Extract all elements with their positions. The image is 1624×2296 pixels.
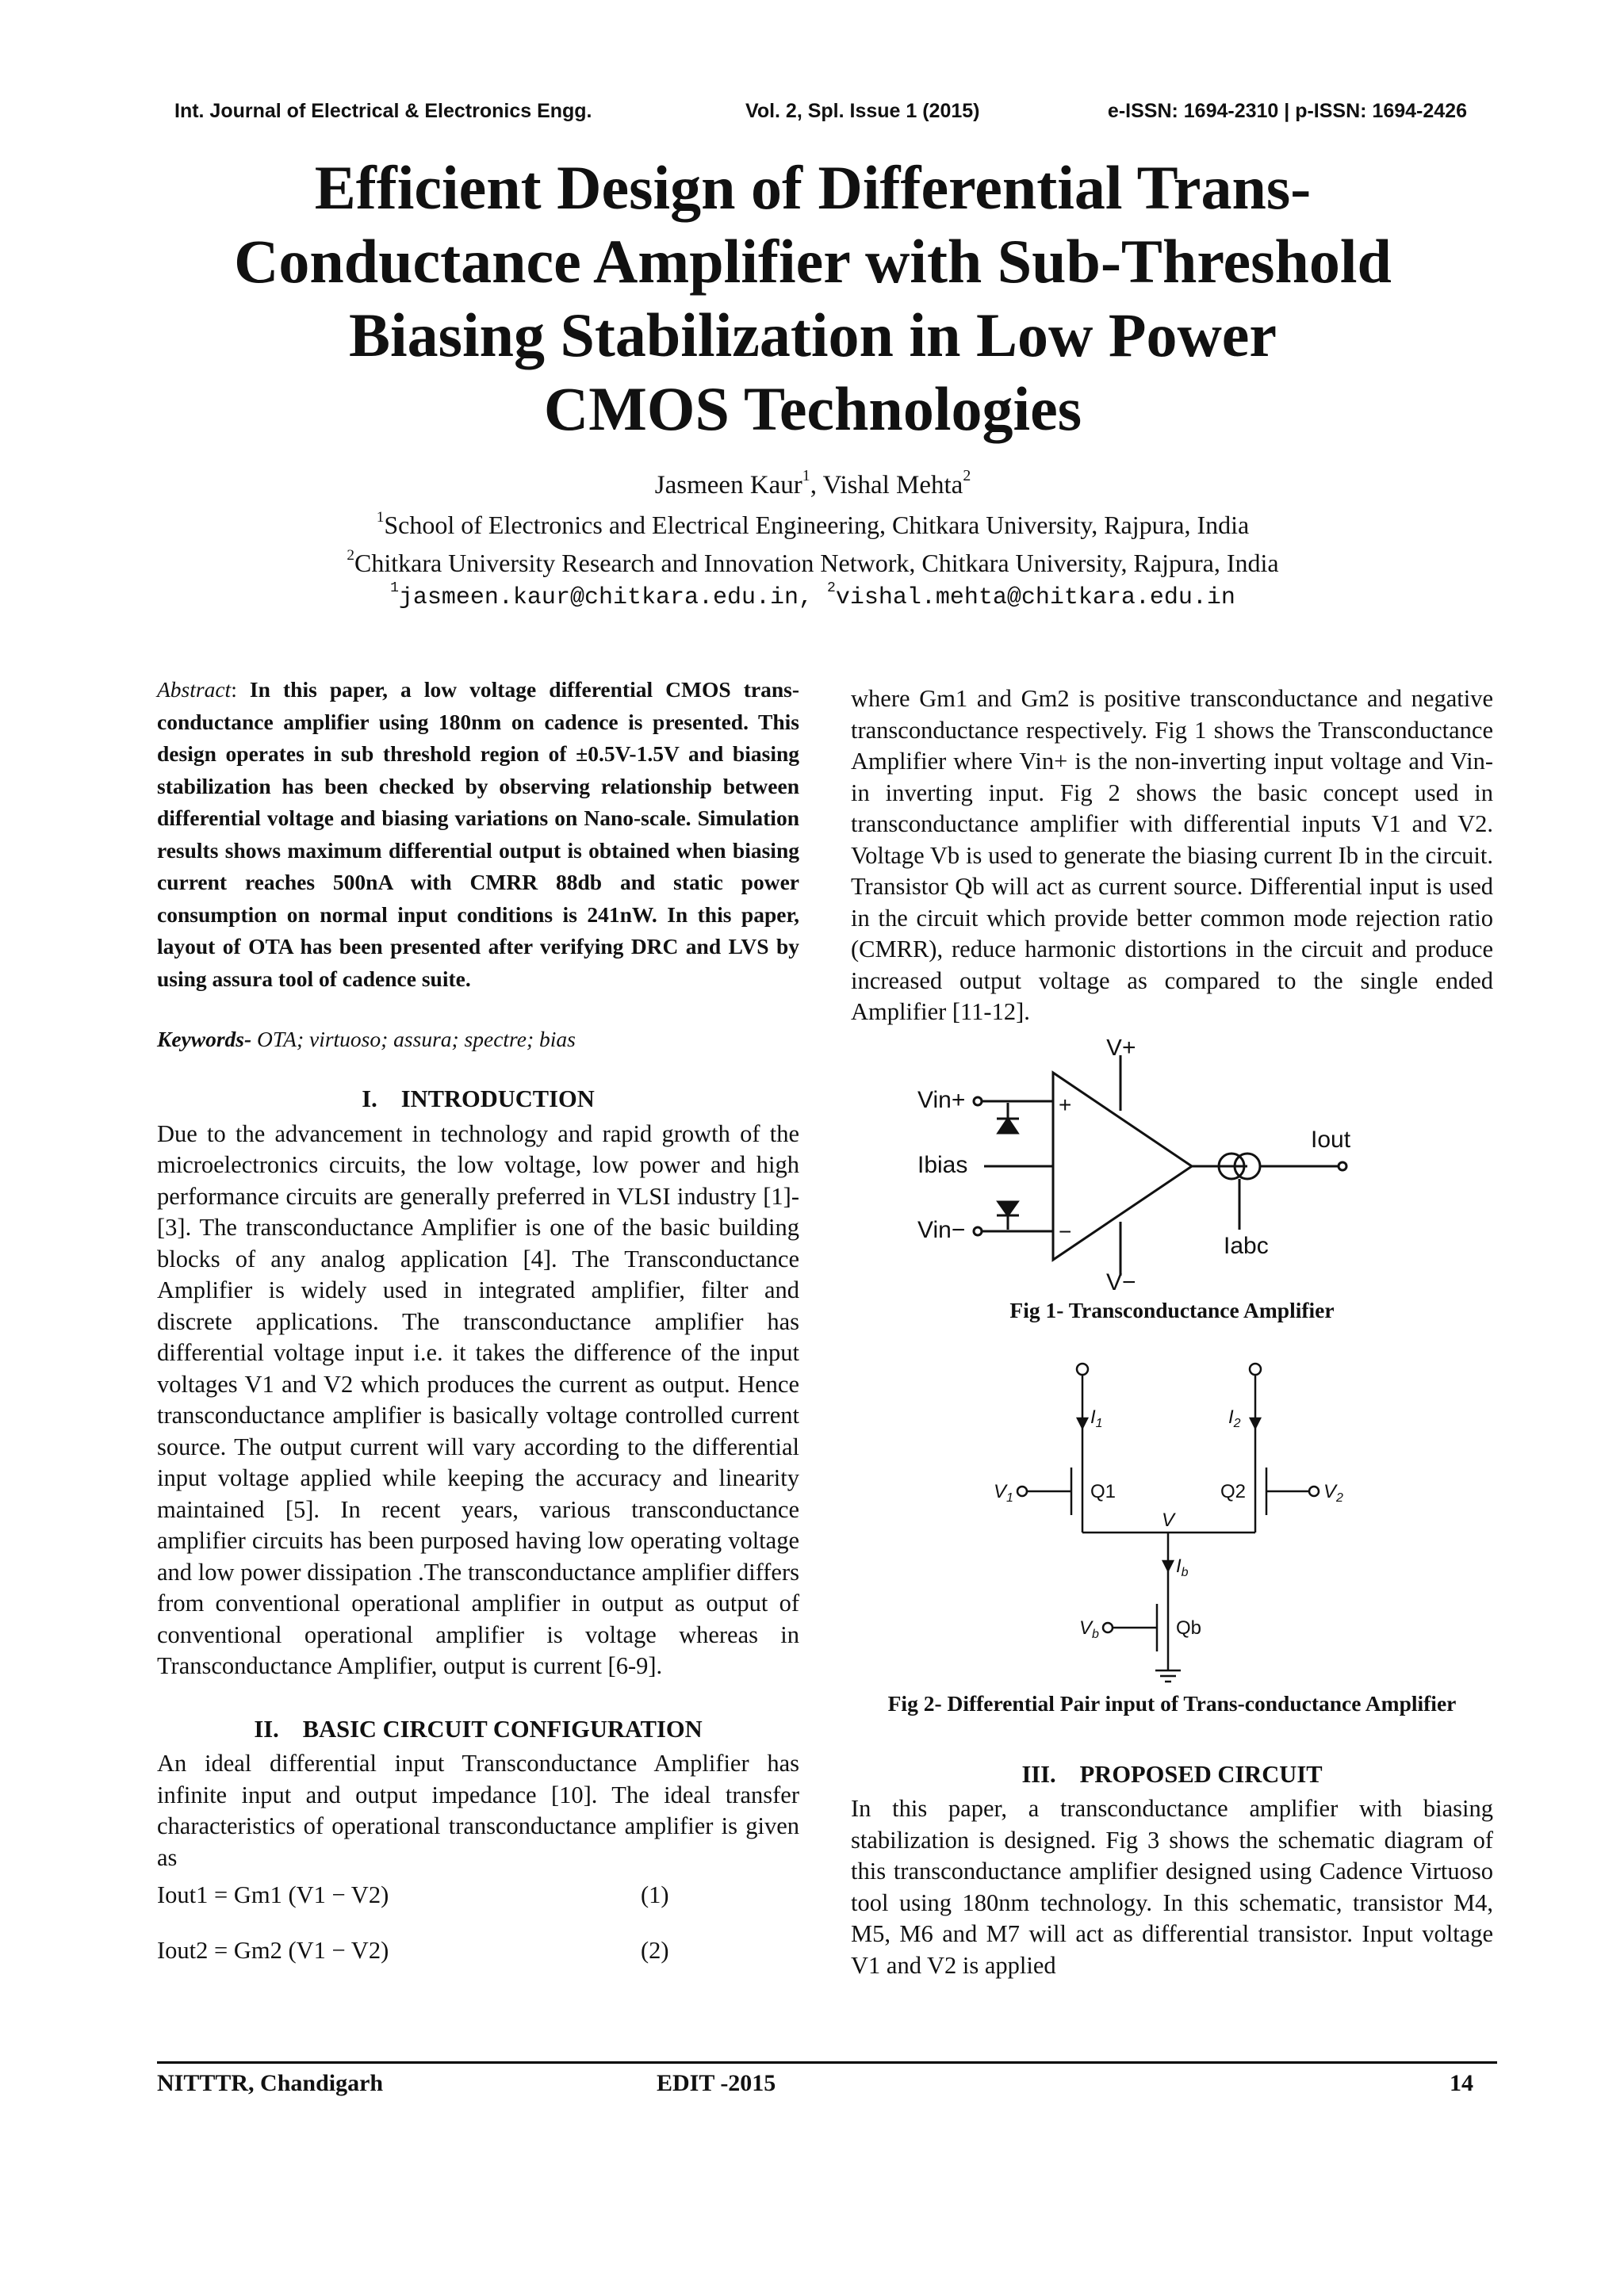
title-line: Conductance Amplifier with Sub-Threshold: [234, 227, 1392, 296]
vin-plus-terminal: [974, 1097, 982, 1105]
right-column: [851, 683, 1493, 1981]
author-emails: [119, 580, 1507, 615]
fig1-label-vminus: V−: [1106, 1269, 1136, 1293]
section-number: I.: [362, 1085, 377, 1112]
diode-upper: [998, 1119, 1017, 1133]
amplifier-triangle: [1053, 1073, 1192, 1260]
email-link[interactable]: jasmeen.kaur@chitkara.edu.in,: [398, 584, 827, 611]
figure-1: [851, 1039, 1493, 1293]
fig1-label-iabc: Iabc: [1224, 1232, 1269, 1259]
running-head: [174, 100, 1467, 128]
fig1-label-vin-plus: Vin+: [917, 1086, 966, 1113]
author-separator: ,: [810, 471, 823, 499]
section-heading: [157, 1714, 799, 1746]
page-footer: [157, 2061, 1497, 2103]
fig1-label-ibias: Ibias: [917, 1151, 968, 1178]
supply-terminal: [1077, 1364, 1088, 1375]
keywords: [157, 1024, 799, 1055]
author-affil-mark: 2: [963, 467, 971, 485]
transconductance-amplifier-diagram: [851, 1039, 1493, 1293]
iout-terminal: [1339, 1162, 1346, 1170]
diode-lower: [998, 1202, 1017, 1215]
title-line: Biasing Stabilization in Low Power: [348, 300, 1277, 369]
email-link[interactable]: vishal.mehta@chitkara.edu.in: [835, 584, 1235, 611]
fig2-label-ib: $I_b$: [1176, 1555, 1189, 1579]
affil-text: Chitkara University Research and Innovation Network, Chitkara University, Rajpura, India: [354, 549, 1279, 577]
figure-1-caption: Fig 1- Transconductance Amplifier: [1009, 1297, 1335, 1322]
journal-name: Int. Journal of Electrical & Electronics Engg.: [174, 100, 592, 122]
section-title: BASIC CIRCUIT CONFIGURATION: [302, 1715, 703, 1743]
affil-mark: 1: [376, 508, 385, 526]
continuation-paragraph: where Gm1 and Gm2 is positive transconductance and negative transconductance respectively. Fig 1 shows the Transconductance Amplifier where Vin+ is the non-inverting input voltage and Vin- in inverting input. Fig 2 shows the basic concept used in transconductance amplifier with differential inputs V1 and V2. Voltage Vb is used to generate the biasing current Ib in the circuit. Transistor Qb will act as current source. Differential input is used in the circuit which provide better common mode rejection ratio (CMRR), reduce harmonic distortions in the circuit and produce increased output voltage as compared to the single ended Amplifier [11-12].: [851, 685, 1493, 1025]
section-title: PROPOSED CIRCUIT: [1079, 1760, 1323, 1788]
author-list: [119, 468, 1507, 503]
fig1-plus-sign: +: [1059, 1092, 1072, 1117]
abstract-text: In this paper, a low voltage differential CMOS trans-conductance amplifier using 180nm on cadence is presented. This design operates in sub threshold region of ±0.5V-1.5V and biasing stabilization has been checked by observing relationship between differential voltage and biasing variations on Nano-scale. Simulation results shows maximum differential output is obtained when biasing current reaches 500nA with CMRR 88db and static power consumption on normal input conditions is 241nW. In this paper, layout of OTA has been presented after verifying DRC and LVS by using assura tool of cadence suite.: [157, 677, 800, 991]
left-column: [157, 674, 799, 1967]
affiliation: [119, 545, 1507, 580]
affiliation: [119, 507, 1507, 542]
email-mark: 2: [827, 580, 836, 597]
abstract-colon: :: [231, 677, 250, 702]
introduction-paragraph: Due to the advancement in technology and rapid growth of the microelectronics circuits, the low voltage, low power and high performance circuits are generally preferred in VLSI industry [1]-[3]. The transconductance Amplifier is one of the basic building blocks of any analog application [4]. The Transconductance Amplifier is widely used in integrated amplifier, filter and discrete applications. The transconductance amplifier has differential voltage input i.e. it takes the difference of the input voltages V1 and V2 which produces the current as output. Hence transconductance amplifier is basically voltage controlled current source. The output current will vary according to the differential input voltage applied while keeping the accuracy and linearity maintained [5]. In recent years, various transconductance amplifier circuits has been purposed having low operating voltage and low power dissipation .The transconductance amplifier differs from conventional operational amplifier in output as output of conventional operational amplifier is voltage whereas in Transconductance Amplifier, output is current [6-9].: [157, 1119, 799, 1679]
fig2-label-i1: $I_1$: [1090, 1406, 1103, 1430]
keywords-text: OTA; virtuoso; assura; spectre; bias: [251, 1027, 576, 1051]
fig2-label-v1: $V_1$: [994, 1480, 1013, 1505]
title-line: CMOS Technologies: [543, 374, 1082, 443]
footer-edition: EDIT -2015: [657, 2070, 776, 2096]
title-line: Efficient Design of Differential Trans-: [314, 153, 1312, 222]
journal-issn: e-ISSN: 1694-2310 | p-ISSN: 1694-2426: [1107, 100, 1467, 122]
equation-number: (2): [641, 1937, 669, 1964]
fig1-minus-sign: −: [1059, 1219, 1072, 1244]
differential-pair-diagram: [851, 1357, 1493, 1689]
footer-organization: NITTTR, Chandigarh: [157, 2070, 384, 2096]
fig2-label-v: V: [1162, 1509, 1175, 1531]
equation: [157, 1880, 799, 1911]
figure-2-caption: Fig 2- Differential Pair input of Trans-conductance Amplifier: [887, 1690, 1457, 1716]
affil-mark: 2: [347, 546, 354, 564]
fig1-label-vin-minus: Vin−: [917, 1216, 966, 1243]
equation-text: Iout2 = Gm2 (V1 − V2): [157, 1937, 389, 1964]
i1-arrow: [1078, 1418, 1087, 1428]
i2-arrow: [1251, 1418, 1260, 1428]
v1-terminal: [1017, 1487, 1027, 1496]
equation-text: Iout1 = Gm1 (V1 − V2): [157, 1881, 389, 1908]
section-heading: [851, 1759, 1493, 1791]
section-title: INTRODUCTION: [400, 1085, 595, 1112]
fig1-label-vplus: V+: [1106, 1039, 1136, 1061]
page-number: 14: [1450, 2070, 1473, 2096]
fig2-label-i2: $I_2$: [1228, 1406, 1241, 1430]
basic-config-paragraph: An ideal differential input Transconductance Amplifier has infinite input and output impedance [10]. The ideal transfer characteristics of operational transconductance amplifier is given as: [157, 1750, 799, 1871]
fig2-label-q1: Q1: [1090, 1480, 1116, 1502]
equation-number: (1): [641, 1881, 669, 1908]
abstract-label: Abstract: [157, 677, 232, 702]
abstract: [157, 674, 799, 995]
email-mark: 1: [390, 580, 399, 597]
fig1-label-iout: Iout: [1311, 1126, 1351, 1153]
vb-terminal: [1103, 1623, 1113, 1632]
keywords-label: Keywords-: [157, 1027, 252, 1051]
supply-terminal: [1250, 1364, 1261, 1375]
fig2-label-q2: Q2: [1220, 1480, 1247, 1502]
section-number: II.: [254, 1715, 279, 1743]
author-affil-mark: 1: [802, 467, 810, 485]
fig2-label-v2: $V_2$: [1323, 1480, 1343, 1505]
figure-2: [851, 1357, 1493, 1689]
v2-terminal: [1309, 1487, 1319, 1496]
fig2-label-vb: $V_b$: [1079, 1617, 1099, 1641]
section-number: III.: [1021, 1760, 1056, 1788]
fig2-label-qb: Qb: [1176, 1617, 1202, 1639]
vin-minus-terminal: [974, 1227, 982, 1235]
section-heading: [157, 1084, 799, 1115]
equation: [157, 1935, 799, 1967]
ib-arrow: [1163, 1561, 1173, 1571]
proposed-circuit-paragraph: In this paper, a transconductance amplifier with biasing stabilization is designed. Fig 3 shows the schematic diagram of this transconductance amplifier designed using Cadence Virtuoso tool using 180nm technology. In this schematic, transistor M4, M5, M6 and M7 will act as differential transistor. Input voltage V1 and V2 is applied: [851, 1795, 1493, 1979]
journal-volume: Vol. 2, Spl. Issue 1 (2015): [745, 100, 980, 122]
paper-title: [119, 151, 1507, 446]
affil-text: School of Electronics and Electrical Engineering, Chitkara University, Rajpura, India: [384, 511, 1250, 539]
author-name: Jasmeen Kaur: [654, 471, 802, 499]
author-name: Vishal Mehta: [822, 471, 963, 499]
